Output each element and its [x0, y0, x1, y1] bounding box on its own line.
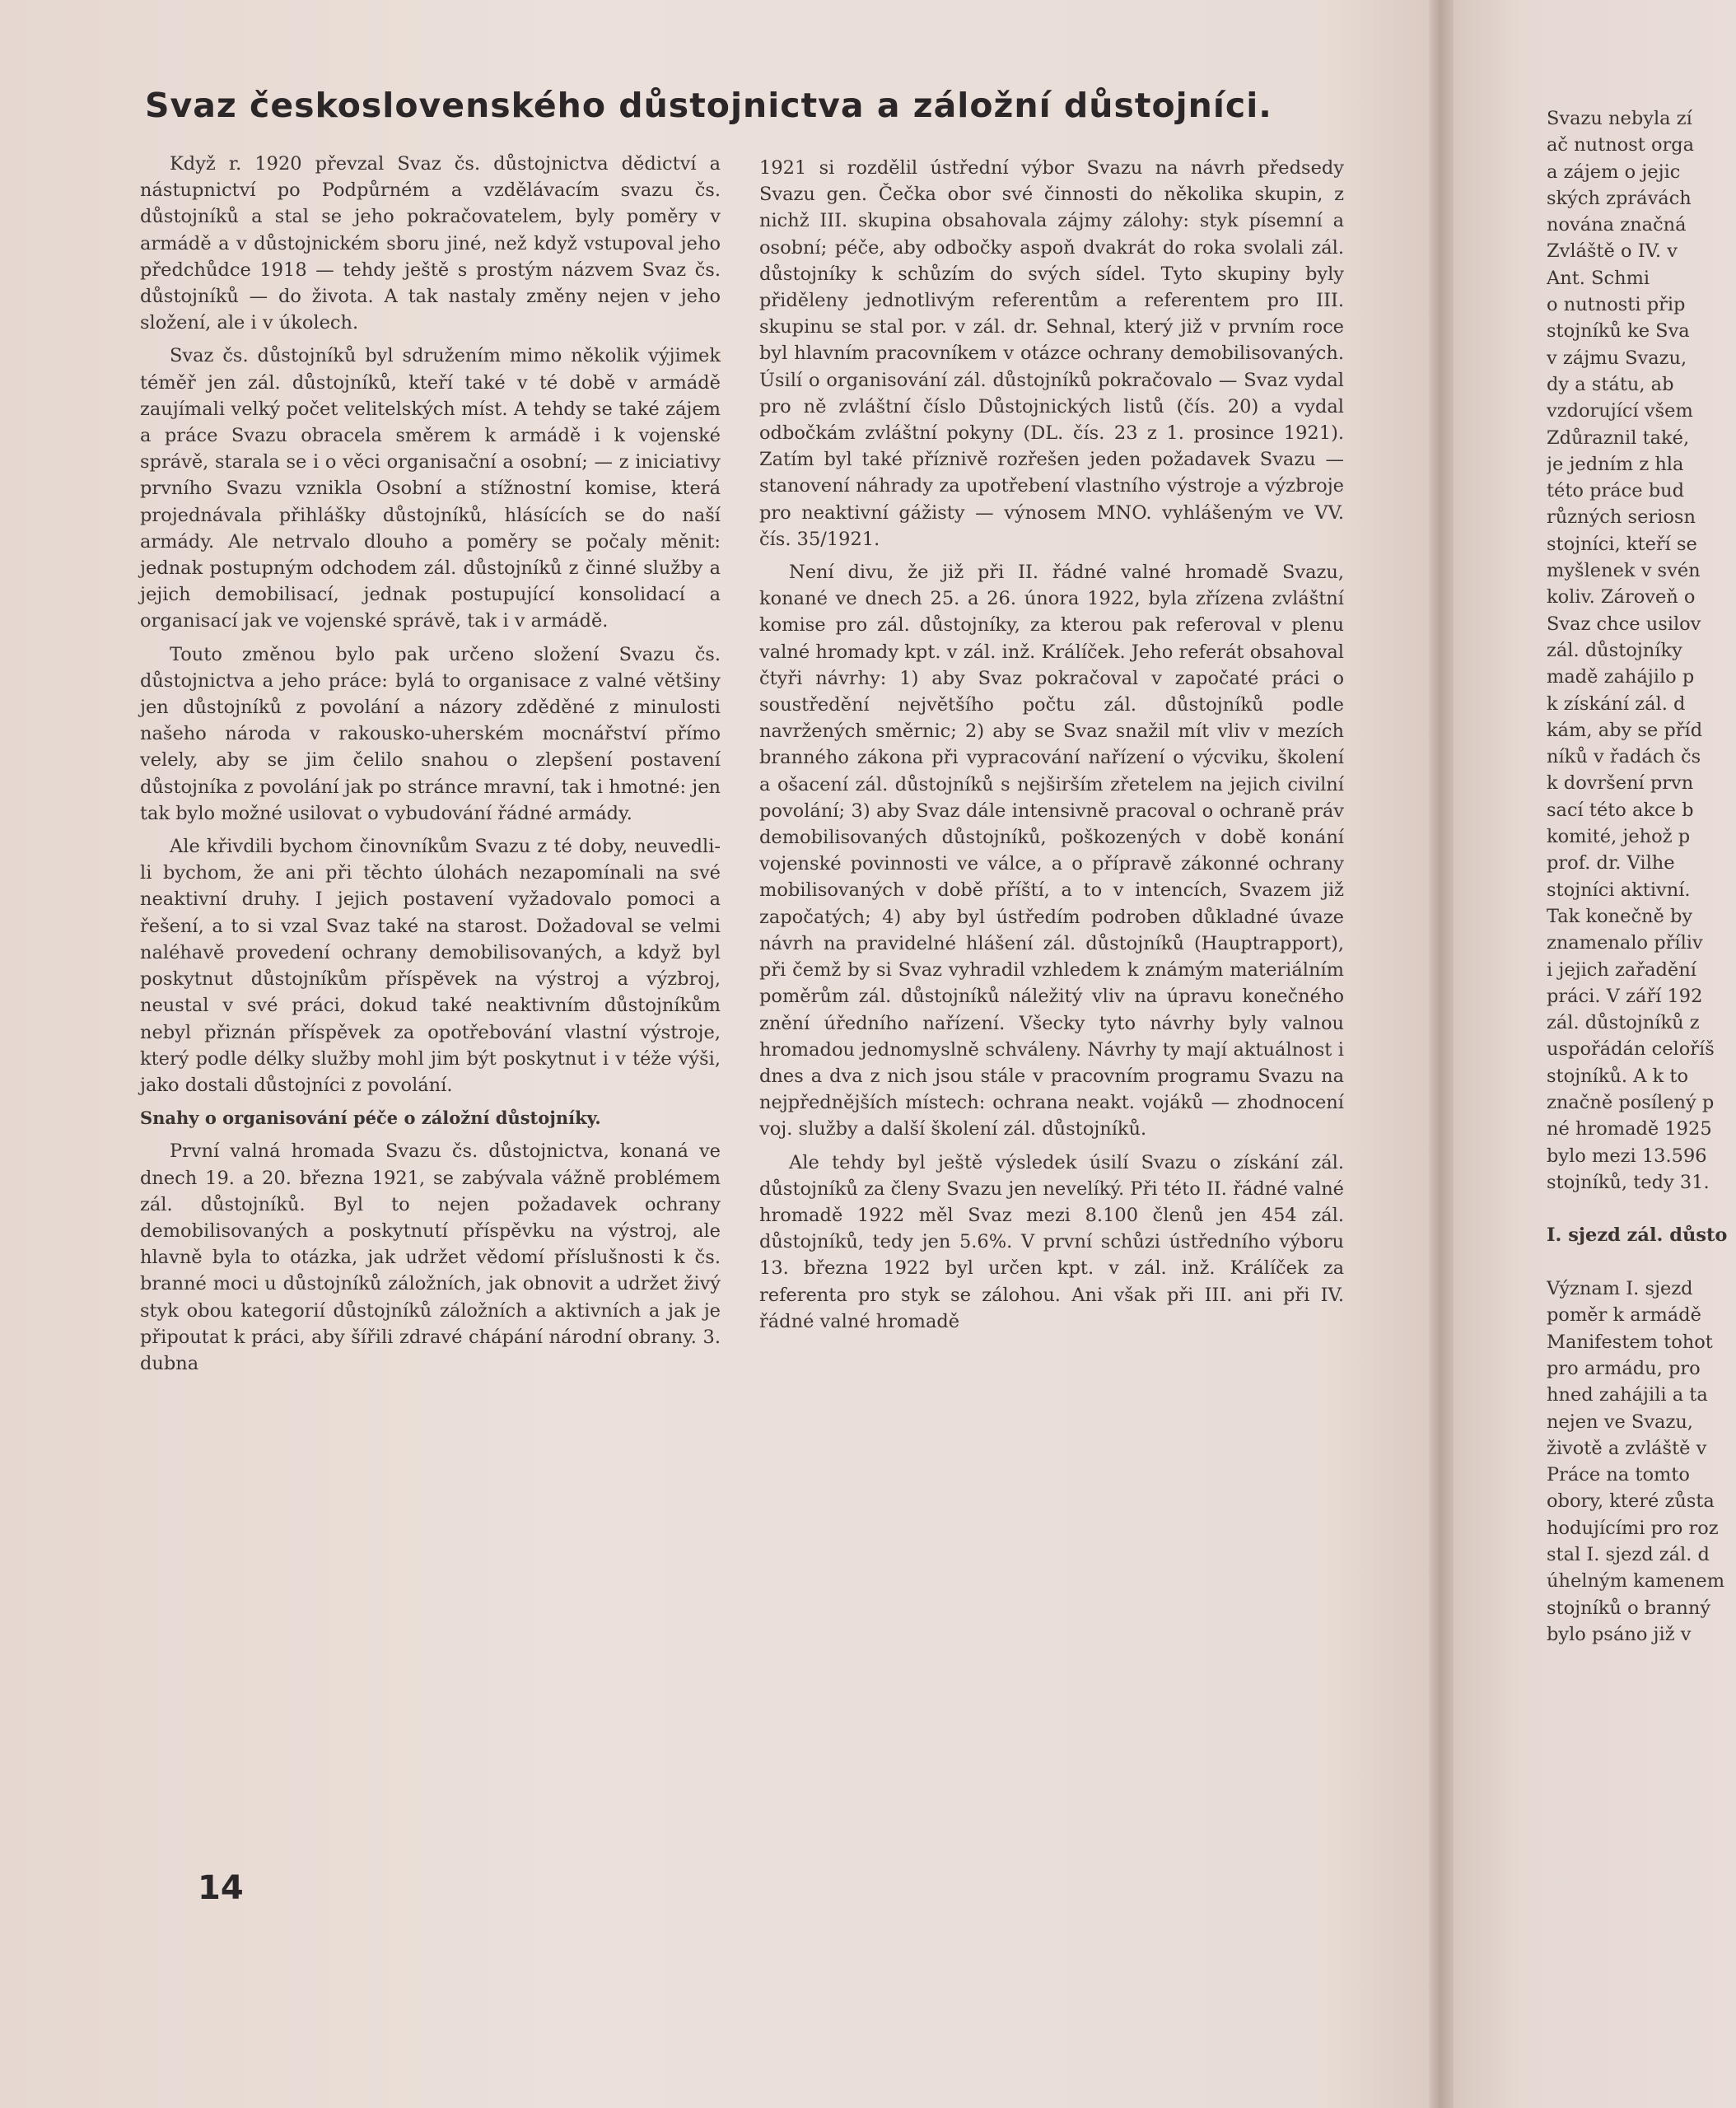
text-line: I. sjezd zál. důsto	[1547, 1224, 1728, 1247]
text-line: hned zahájili a ta	[1547, 1384, 1708, 1406]
text-line: stojníci, kteří se	[1547, 533, 1697, 555]
text-line: bylo psáno již v	[1547, 1623, 1692, 1645]
text-line: stojníci aktivní.	[1547, 879, 1691, 901]
text-line: této práce bud	[1547, 480, 1685, 502]
text-line: uspořádán celoříš	[1547, 1038, 1715, 1061]
text-line: Význam I. sjezd	[1547, 1278, 1693, 1300]
text-line: Manifestem tohot	[1547, 1331, 1713, 1353]
text-line: Zvláště o IV. v	[1547, 240, 1678, 263]
text-line: vzdorující všem	[1547, 400, 1693, 422]
text-line: kám, aby se příd	[1547, 719, 1703, 741]
paragraph: 1921 si rozdělil ústřední výbor Svazu na návrh předsedy Svazu gen. Čečka obor své činnosti do několika skupin, z nichž III. skupina obsahovala zájmy zálohy: styk písemní a osobní; péče, aby odbočky aspoň dvakrát do roka svolali zál. důstojníky k schůzím do svých sídel. Tyto skupiny byly přiděleny jednotlivým referentům a referentem pro III. skupinu se stal por. v zál. dr. Sehnal, který již v prvním roce byl hlavním pracovníkem v otázce ochrany demobilisovaných. Úsilí o organisování zál. důstojníků pokračovalo — Svaz vydal pro ně zvláštní číslo Důstojnických listů (čís. 20) a vydal odbočkám zvláštní pokyny (DL. čís. 23 z 1. prosince 1921). Zatím byl také příznivě rozřešen jeden požadavek Svazu — stanovení náhrady za upotřebení vlastního výstroje a výzbroje pro neaktivní gážisty — výnosem MNO. vyhlášeným ve VV. čís. 35/1921.	[759, 157, 1344, 550]
text-line: dy a státu, ab	[1547, 373, 1674, 395]
text-line	[1547, 1249, 1736, 1276]
text-line: k dovršení prvn	[1547, 772, 1694, 795]
text-line: úhelným kamenem	[1547, 1570, 1725, 1593]
text-line: Tak konečně by	[1547, 905, 1693, 927]
text-line: pro armádu, pro	[1547, 1357, 1701, 1379]
text-line: zál. důstojníků z	[1547, 1012, 1700, 1034]
text-line: Ant. Schmi	[1547, 267, 1650, 289]
text-line: prof. dr. Vilhe	[1547, 852, 1675, 874]
text-line: o nutnosti přip	[1547, 294, 1686, 316]
left-text-column	[140, 151, 721, 1383]
text-line: Svazu nebyla zí	[1547, 108, 1692, 129]
text-line: je jedním z hla	[1547, 453, 1684, 475]
text-line: bylo mezi 13.596	[1547, 1145, 1707, 1167]
text-line: různých seriosn	[1547, 506, 1696, 529]
text-line: práci. V září 192	[1547, 985, 1703, 1007]
text-line: a zájem o jejic	[1547, 161, 1681, 183]
text-line: životě a zvláště v	[1547, 1437, 1707, 1459]
text-line: Svaz chce usilov	[1547, 613, 1701, 635]
text-line: madě zahájilo p	[1547, 666, 1695, 688]
text-line: stal I. sjezd zál. d	[1547, 1544, 1710, 1566]
paragraph: První valná hromada Svazu čs. důstojnictva, konaná ve dnech 19. a 20. března 1921, se zabývala vážně problémem zál. důstojníků. Byl to nejen požadavek ochrany demobilisovaných a poskytnutí příspěvku na výstroj, ale hlavně byla to otázka, jak udržet vědomí příslušnosti k čs. branné moci u důstojníků záložních, jak obnovit a udržet živý styk obou kategorií důstojníků záložních a aktivních a jak je připoutat k práci, aby šířili zdravé chápání národní obrany. 3. dubna	[140, 1140, 721, 1374]
article-title: Svaz československého důstojnictva a záložní důstojníci.	[145, 86, 1272, 125]
text-line	[1547, 1196, 1736, 1222]
right-page-text-column	[1547, 105, 1736, 1648]
text-line: né hromadě 1925	[1547, 1118, 1712, 1140]
paragraph: Ale křivdili bychom činovníkům Svazu z té doby, neuvedli-li bychom, že ani při těchto úlohách nezapomínali na své neaktivní druhy. I jejich postavení vyžadovalo pomoci a řešení, a to si vzal Svaz také na starost. Dožadoval se velmi naléhavě provedení ochrany demobilisovaných, a když byl poskytnut důstojníkům příspěvek na výstroj a výzbroj, neustal v své práci, dokud také neaktivním důstojníkům nebyl přiznán příspěvek za opotřebování vlastní výstroje, který podle délky služby mohl jim být poskytnut i v téže výši, jako dostali důstojníci z povolání.	[140, 836, 721, 1096]
text-line: zál. důstojníky	[1547, 639, 1682, 661]
paragraph: Touto změnou bylo pak určeno složení Svazu čs. důstojnictva a jeho práce: bylá to organisace z valné většiny jen důstojníků z povolání a názory zděděné z minulosti našeho národa v rakousko-uherském mocnářství přímo velely, aby se jim čelilo snahou o zlepšení postavení důstojníka z povolání jak po stránce mravní, tak i hmotné: jen tak bylo možné usilovat o vybudování řádné armády.	[140, 643, 721, 824]
text-line: koliv. Zároveň o	[1547, 586, 1696, 609]
text-line: i jejich zařadění	[1547, 958, 1696, 981]
text-line: stojníků ke Sva	[1547, 320, 1690, 343]
middle-text-column	[759, 155, 1344, 1341]
text-line: ač nutnost orga	[1547, 134, 1695, 156]
paragraph: Svaz čs. důstojníků byl sdružením mimo několik výjimek téměř jen zál. důstojníků, kteří také v té době v armádě zaujímali velký počet velitelských míst. A tehdy se také zájem a práce Svazu obracela směrem k armádě i k vojenské správě, starala se i o věci organisační a osobní; — z iniciativy prvního Svazu vznikla Osobní a stížnostní komise, která projednávala přihlášky důstojníků, hlásících se do naší armády. Ale netrvalo dlouho a poměry se počaly měnit: jednak postupným odchodem zál. důstojníků z činné služby a jejich demobilisací, jednak postupující konsolidací a organisací jak ve vojenské správě, tak i v armádě.	[140, 345, 721, 632]
text-line: níků v řadách čs	[1547, 746, 1701, 768]
page-number: 14	[198, 1869, 244, 1907]
text-line: nejen ve Svazu,	[1547, 1411, 1693, 1433]
text-line: stojníků, tedy 31.	[1547, 1171, 1710, 1193]
page-gutter	[1429, 0, 1454, 2108]
text-line: ských zprávách	[1547, 187, 1692, 209]
text-line: hodujícími pro roz	[1547, 1517, 1719, 1539]
text-line: nována značná	[1547, 214, 1687, 236]
text-line: stojníků o branný	[1547, 1597, 1711, 1619]
text-line: myšlenek v svén	[1547, 560, 1701, 582]
text-line: poměr k armádě	[1547, 1304, 1701, 1327]
text-line: Práce na tomto	[1547, 1464, 1690, 1486]
text-line: obory, které zůsta	[1547, 1490, 1715, 1513]
text-line: komité, jehož p	[1547, 826, 1691, 848]
paragraph: Když r. 1920 převzal Svaz čs. důstojnictva dědictví a nástupnictví po Podpůrném a vzdělávacím svazu čs. důstojníků a stal se jeho pokračovatelem, byly poměry v armádě a v důstojnickém sboru jiné, než když vstupoval jeho předchůdce 1918 — tehdy ještě s prostým názvem Svaz čs. důstojníků — do života. A tak nastaly změny nejen v jeho složení, ale i v úkolech.	[140, 153, 721, 334]
text-line: stojníků. A k to	[1547, 1065, 1689, 1087]
text-line: Zdůraznil také,	[1547, 427, 1690, 449]
text-line: k získání zál. d	[1547, 693, 1686, 715]
paragraph: Ale tehdy byl ještě výsledek úsilí Svazu o získání zál. důstojníků za členy Svazu jen nevelíký. Při této II. řádné valné hromadě 1922 měl Svaz mezi 8.100 členů jen 454 zál. důstojníků, tedy jen 5.6%. V první schůzi ústředního výboru 13. března 1922 byl určen kpt. v zál. inž. Králíček za referenta pro styk se zálohou. Ani však při III. ani při IV. řádné valné hromadě	[759, 1151, 1344, 1332]
text-line: v zájmu Svazu,	[1547, 347, 1687, 369]
paragraph: Není divu, že již při II. řádné valné hromadě Svazu, konané ve dnech 25. a 26. února 1922, byla zřízena zvláštní komise pro zál. důstojníky, za kterou pak referoval v plenu valné hromady kpt. v zál. inž. Králíček. Jeho referát obsahoval čtyři návrhy: 1) aby Svaz pokračoval v započaté práci o soustředění největšího počtu zál. důstojníků podle navržených směrnic; 2) aby se Svaz snažil mít vliv v mezích branného zákona při vypracování nařízení o výcviku, školení a ošacení zál. důstojníků s nejširším zřetelem na jejich civilní povolání; 3) aby Svaz dále intensivně pracoval o ochraně práv demobilisovaných důstojníků, poškozených v době konání vojenské povinnosti ve válce, a o přípravě zákonné ochrany mobilisovaných v době příští, a to v intencích, Svazem již započatých; 4) aby byl ústředím podroben důkladné úvaze návrh na pravidelné hlášení zál. důstojníků (Hauptrapport), při čemž by si Svaz vyhradil vzhledem k známým materiálním poměrům zál. důstojníků náležitý vliv na úpravu konečného znění úředního nařízení. Všecky tyto návrhy byly valnou hromadou jednomyslně schváleny. Návrhy ty mají aktuálnost i dnes a dva z nich jsou stále v pracovním programu Svazu na nejpřednějších místech: ochrana neakt. vojáků — zhodnocení voj. služby a další školení zál. důstojníků.	[759, 562, 1344, 1140]
section-subheading: Snahy o organisování péče o záložní důstojníky.	[140, 1108, 601, 1129]
text-line: znamenalo příliv	[1547, 932, 1703, 954]
text-line: sací této akce b	[1547, 799, 1694, 821]
text-line: značně posílený p	[1547, 1091, 1715, 1113]
